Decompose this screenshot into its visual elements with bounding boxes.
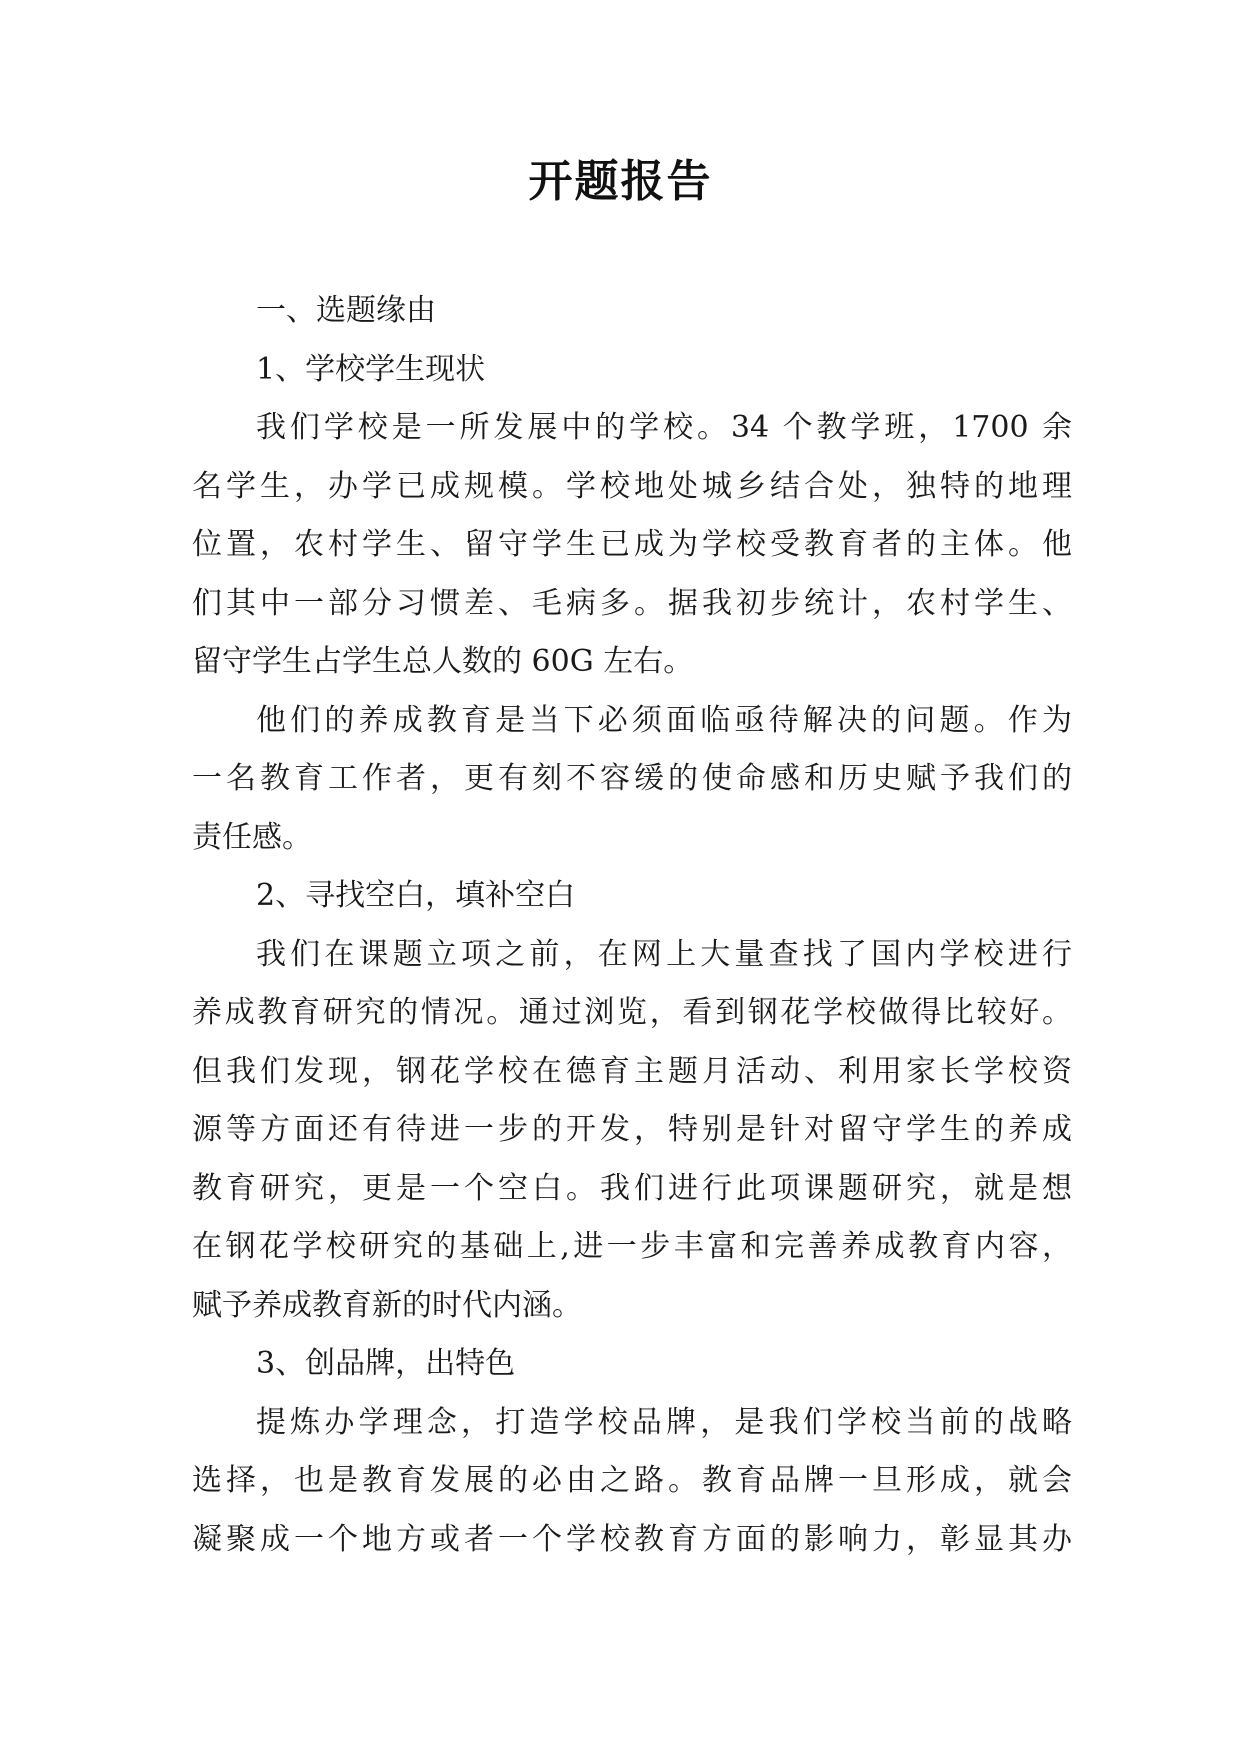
body-line: 位置，农村学生、留守学生已成为学校受教育者的主体。他 <box>192 527 1072 562</box>
body-line: 2、寻找空白，填补空白 <box>256 878 576 913</box>
body-line: 一名教育工作者，更有刻不容缓的使命感和历史赋予我们的 <box>192 761 1072 796</box>
body-line: 在钢花学校研究的基础上,进一步丰富和完善养成教育内容， <box>192 1229 1072 1264</box>
body-line: 凝聚成一个地方或者一个学校教育方面的影响力，彰显其办 <box>192 1521 1072 1557</box>
body-line: 们其中一部分习惯差、毛病多。据我初步统计，农村学生、 <box>192 585 1072 621</box>
body-line: 3、创品牌，出特色 <box>256 1346 516 1381</box>
document-body <box>192 282 1072 1569</box>
body-line: 我们在课题立项之前，在网上大量查找了国内学校进行 <box>256 936 1072 972</box>
body-line: 提炼办学理念，打造学校品牌，是我们学校当前的战略 <box>256 1404 1072 1440</box>
body-line: 教育研究，更是一个空白。我们进行此项课题研究，就是想 <box>192 1170 1072 1206</box>
body-line: 一、选题缘由 <box>256 293 436 328</box>
body-line: 但我们发现，钢花学校在德育主题月活动、利用家长学校资 <box>192 1053 1072 1089</box>
body-line: 他们的养成教育是当下必须面临亟待解决的问题。作为 <box>256 702 1072 738</box>
body-line: 养成教育研究的情况。通过浏览，看到钢花学校做得比较好。 <box>192 995 1072 1030</box>
body-line: 1、学校学生现状 <box>256 351 486 387</box>
body-line: 我们学校是一所发展中的学校。34 个教学班，1700 余 <box>256 410 1072 445</box>
body-line: 名学生，办学已成规模。学校地处城乡结合处，独特的地理 <box>192 468 1072 504</box>
body-line: 选择，也是教育发展的必由之路。教育品牌一旦形成，就会 <box>192 1463 1072 1498</box>
document-title: 开题报告 <box>528 156 713 207</box>
body-line: 源等方面还有待进一步的开发，特别是针对留守学生的养成 <box>192 1112 1072 1147</box>
body-line: 留守学生占学生总人数的 60G 左右。 <box>192 644 694 679</box>
body-line: 责任感。 <box>192 819 312 855</box>
body-line: 赋予养成教育新的时代内涵。 <box>192 1287 582 1323</box>
